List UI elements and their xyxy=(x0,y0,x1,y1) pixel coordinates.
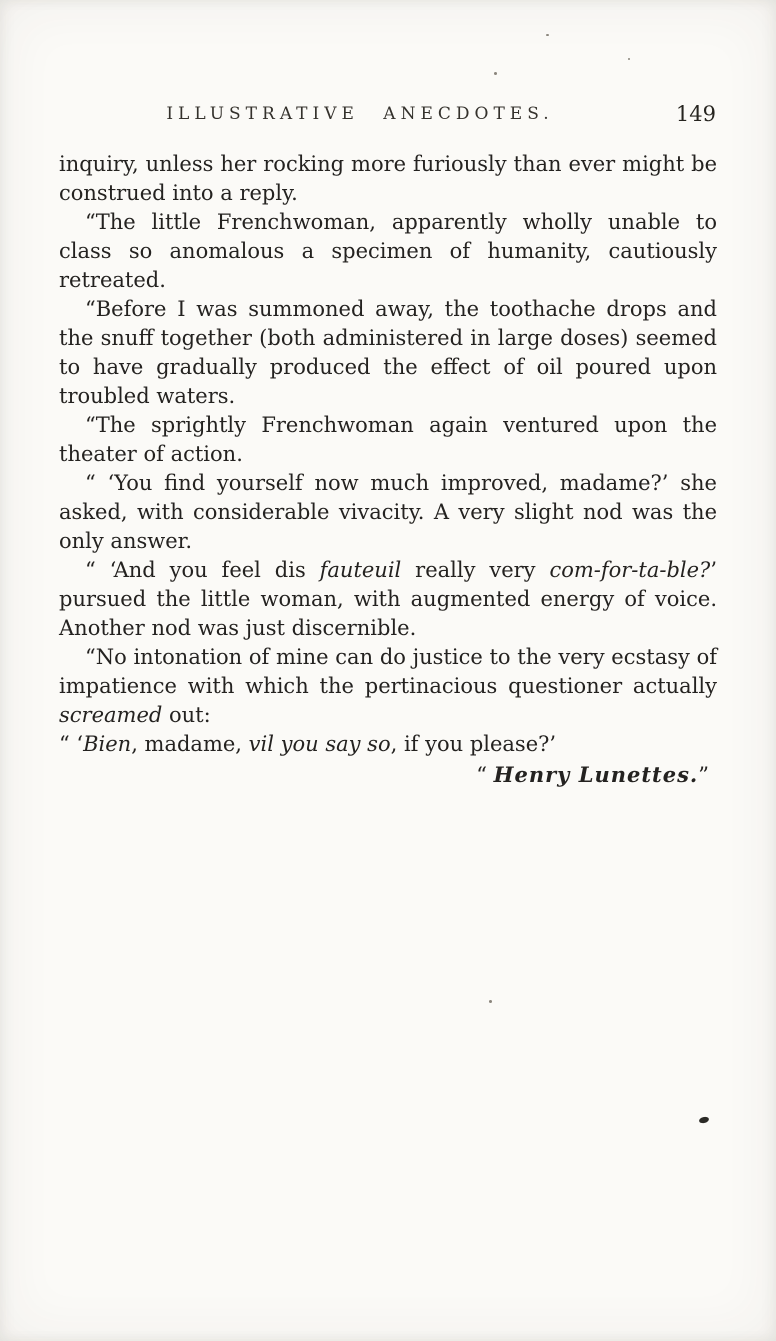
text-run: , if you please?’ xyxy=(390,732,557,756)
italic-text: vil you say so xyxy=(248,732,391,756)
scan-speck xyxy=(489,1000,492,1003)
paragraph xyxy=(59,730,717,759)
text-run: “No intonation of mine can do justice to the very ecstasy of impatience with which the pertinacious questioner actually xyxy=(59,645,717,698)
scan-speck xyxy=(546,34,549,36)
text-run: ’ pursued the little woman, with augmented energy of voice. Another nod was just discernible. xyxy=(59,558,717,640)
scan-speck xyxy=(494,72,497,75)
paragraph xyxy=(59,295,717,411)
page-title: ILLUSTRATIVE ANECDOTES. xyxy=(166,104,554,124)
italic-text: Bien xyxy=(83,732,132,756)
italic-text: fauteuil xyxy=(319,558,402,582)
signature-line xyxy=(59,760,717,790)
ink-speck xyxy=(698,1116,709,1124)
text-run: “ ‘And you feel dis xyxy=(85,558,320,582)
text-run: inquiry, unless her rocking more furiously than ever might be construed into a reply. xyxy=(59,152,717,205)
page-number: 149 xyxy=(675,102,716,126)
text-run: “ ‘You find yourself now much improved, madame?’ she asked, with considerable vivacity. A very slight nod was the only answer. xyxy=(59,471,717,553)
text-run: , madame, xyxy=(131,732,249,756)
italic-text: com-for-ta-ble? xyxy=(549,558,711,582)
text-run: out: xyxy=(162,703,211,727)
text-run: “Before I was summoned away, the toothache drops and the snuff together (both administered in large doses) seemed to have gradually produced the effect of oil poured upon troubled waters. xyxy=(59,297,717,408)
scan-speck xyxy=(628,58,630,60)
text-run: “The little Frenchwoman, apparently wholly unable to class so anomalous a specimen of humanity, cautiously retreated. xyxy=(59,210,717,292)
paragraph xyxy=(59,469,717,556)
paragraph xyxy=(59,643,717,730)
text-run: “The sprightly Frenchwoman again ventured upon the theater of action. xyxy=(59,413,717,466)
paragraph xyxy=(59,556,717,643)
page-body xyxy=(59,150,717,790)
paragraph xyxy=(59,208,717,295)
text-run: “ ‘ xyxy=(59,732,84,756)
text-run: “ xyxy=(476,763,494,787)
text-run: really very xyxy=(401,558,550,582)
paragraph xyxy=(59,150,717,208)
running-head xyxy=(60,104,716,134)
italic-text: screamed xyxy=(59,703,163,727)
paragraph xyxy=(59,411,717,469)
text-run: ” xyxy=(698,763,709,787)
italic-text: Henry Lunettes. xyxy=(493,762,699,787)
